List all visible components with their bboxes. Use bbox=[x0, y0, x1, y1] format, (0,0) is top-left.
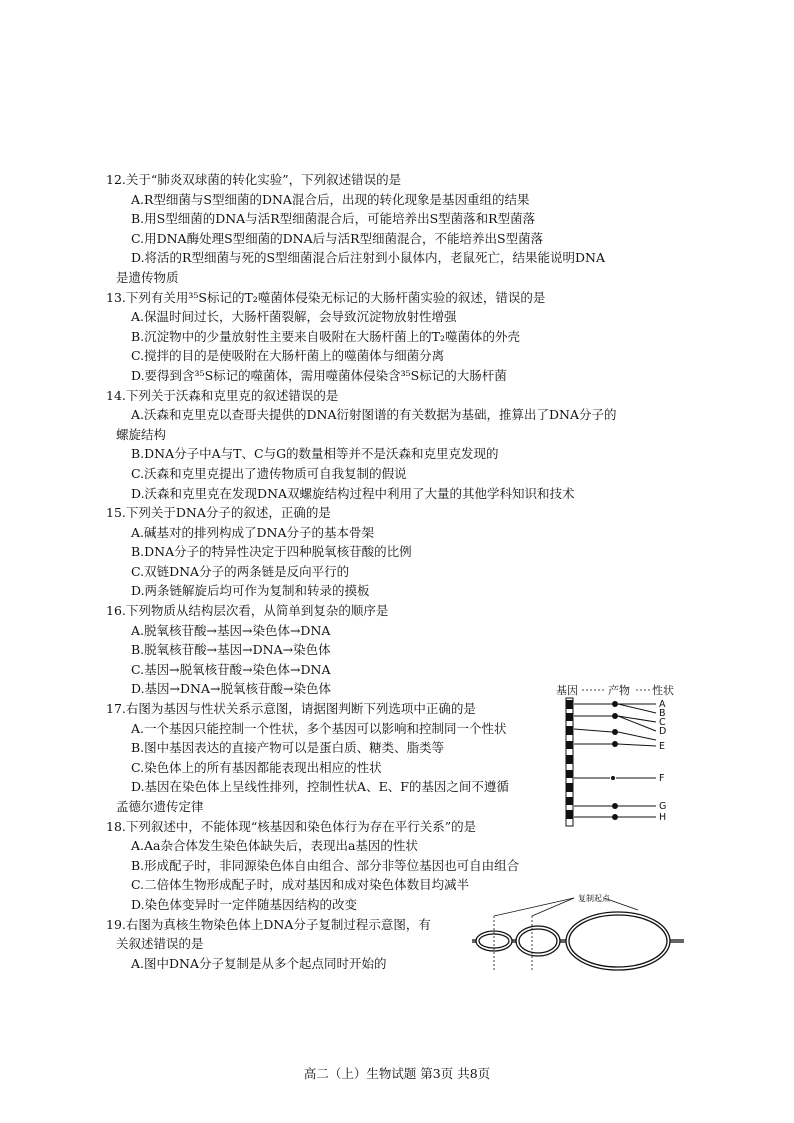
dna-replication-figure bbox=[470, 890, 686, 974]
fig17-products bbox=[611, 701, 618, 820]
fig17-header-product: 产物 bbox=[608, 684, 630, 697]
trait-b: B bbox=[659, 708, 666, 719]
q12-option-d-cont: 是遗传物质 bbox=[116, 269, 179, 285]
q17-option-b: B.图中基因表达的直接产物可以是蛋白质、糖类、脂类等 bbox=[131, 740, 445, 756]
q14-option-c: C.沃森和克里克提出了遗传物质可自我复制的假说 bbox=[131, 465, 407, 481]
q16-stem: 16.下列物质从结构层次看，从简单到复杂的顺序是 bbox=[106, 603, 389, 619]
q12-option-b: B.用S型细菌的DNA与活R型细菌混合后，可能培养出S型菌落和R型菌落 bbox=[131, 211, 536, 227]
q17-option-a: A.一个基因只能控制一个性状，多个基因可以影响和控制同一个性状 bbox=[131, 720, 507, 736]
question-list bbox=[106, 170, 676, 973]
q16-option-c: C.基因→脱氧核苷酸→染色体→DNA bbox=[131, 661, 331, 677]
fig17-header-gene: 基因 bbox=[556, 684, 578, 697]
q18-option-c: C.二倍体生物形成配子时，成对基因和成对染色体数目均减半 bbox=[131, 877, 470, 893]
fig19-origin-label: 复制起点 bbox=[578, 894, 610, 903]
q14-option-b: B.DNA分子中A与T、C与G的数量相等并不是沃森和克里克发现的 bbox=[131, 446, 499, 462]
trait-d: D bbox=[659, 726, 667, 737]
q14-option-a-cont: 螺旋结构 bbox=[116, 426, 167, 442]
q15-option-b: B.DNA分子的特异性决定于四种脱氧核苷酸的比例 bbox=[131, 544, 412, 560]
q17-option-d-cont: 孟德尔遗传定律 bbox=[116, 799, 204, 814]
q12-option-a: A.R型细菌与S型细菌的DNA混合后，出现的转化现象是基因重组的结果 bbox=[131, 191, 530, 207]
q16-option-a: A.脱氧核苷酸→基因→染色体→DNA bbox=[131, 622, 331, 638]
q19-stem: 19.右图为真核生物染色体上DNA分子复制过程示意图，有 bbox=[106, 916, 431, 932]
q13-option-b: B.沉淀物中的少量放射性主要来自吸附在大肠杆菌上的T₂噬菌体的外壳 bbox=[131, 328, 521, 344]
trait-f: F bbox=[659, 773, 665, 784]
q14-stem: 14.下列关于沃森和克里克的叙述错误的是 bbox=[106, 387, 339, 403]
q15-option-a: A.碱基对的排列构成了DNA分子的基本骨架 bbox=[131, 524, 374, 540]
q14-option-d: D.沃森和克里克在发现DNA双螺旋结构过程中利用了大量的其他学科知识和技术 bbox=[131, 485, 575, 501]
q18-option-a: A.Aa杂合体发生染色体缺失后，表现出a基因的性状 bbox=[131, 838, 418, 854]
q15-stem: 15.下列关于DNA分子的叙述，正确的是 bbox=[106, 505, 331, 521]
q18-option-b: B.形成配子时，非同源染色体自由组合、部分非等位基因也可自由组合 bbox=[131, 857, 520, 873]
q15-option-c: C.双链DNA分子的两条链是反向平行的 bbox=[131, 563, 350, 579]
q18-option-d: D.染色体变异时一定伴随基因结构的改变 bbox=[131, 896, 358, 912]
trait-a: A bbox=[659, 699, 666, 710]
q13-option-a: A.保温时间过长，大肠杆菌裂解，会导致沉淀物放射性增强 bbox=[131, 309, 457, 325]
q13-option-d: D.要得到含³⁵S标记的噬菌体，需用噬菌体侵染含³⁵S标记的大肠杆菌 bbox=[131, 367, 507, 383]
q12-option-d: D.将活的R型细菌与死的S型细菌混合后注射到小鼠体内，老鼠死亡，结果能说明DNA bbox=[131, 250, 606, 266]
q12-option-c: C.用DNA酶处理S型细菌的DNA后与活R型细菌混合，不能培养出S型菌落 bbox=[131, 230, 544, 246]
q17-option-d: D.基因在染色体上呈线性排列，控制性状A、E、F的基因之间不遵循 bbox=[131, 779, 509, 795]
trait-e: E bbox=[659, 741, 666, 752]
page-footer: 高二（上）生物试题 第3页 共8页 bbox=[303, 1066, 491, 1081]
fig17-header-trait: 性状 bbox=[652, 684, 674, 697]
trait-g: G bbox=[659, 801, 667, 812]
gene-trait-figure bbox=[552, 682, 692, 830]
chromosome-bar bbox=[566, 698, 573, 826]
q13-option-c: C.搅拌的目的是使吸附在大肠杆菌上的噬菌体与细菌分离 bbox=[131, 348, 445, 364]
q19-stem-cont: 关叙述错误的是 bbox=[116, 936, 204, 952]
replication-bubbles bbox=[472, 912, 684, 970]
q18-stem: 18.下列叙述中，不能体现“核基因和染色体行为存在平行关系”的是 bbox=[106, 818, 477, 834]
trait-h: H bbox=[659, 812, 667, 823]
q12-stem: 12.关于“肺炎双球菌的转化实验”，下列叙述错误的是 bbox=[106, 172, 402, 187]
q17-stem: 17.右图为基因与性状关系示意图，请据图判断下列选项中正确的是 bbox=[106, 701, 476, 717]
trait-c: C bbox=[659, 717, 666, 728]
q14-option-a: A.沃森和克里克以查哥夫提供的DNA衍射图谱的有关数据为基础，推算出了DNA分子的 bbox=[131, 407, 617, 423]
q16-option-d: D.基因→DNA→脱氧核苷酸→染色体 bbox=[131, 681, 331, 697]
q16-option-b: B.脱氧核苷酸→基因→DNA→染色体 bbox=[131, 642, 331, 658]
q13-stem: 13.下列有关用³⁵S标记的T₂噬菌体侵染无标记的大肠杆菌实验的叙述，错误的是 bbox=[106, 289, 546, 305]
fig17-arrows bbox=[574, 704, 656, 817]
q17-option-c: C.染色体上的所有基因都能表现出相应的性状 bbox=[131, 759, 382, 775]
q15-option-d: D.两条链解旋后均可作为复制和转录的摸板 bbox=[131, 583, 370, 599]
q19-option-a: A.图中DNA分子复制是从多个起点同时开始的 bbox=[131, 955, 387, 971]
